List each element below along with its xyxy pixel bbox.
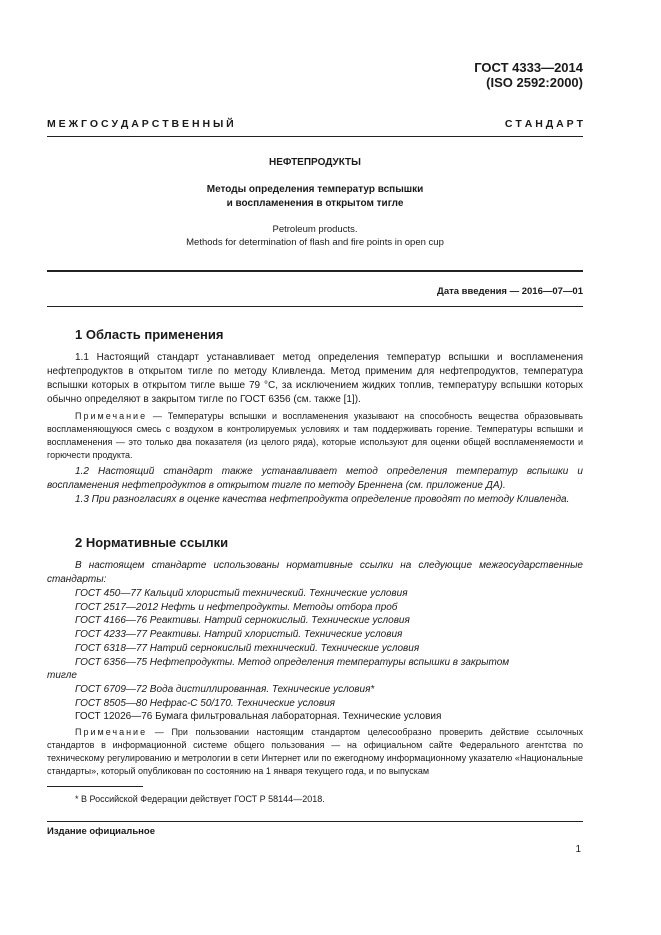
subtitle-line-1: Методы определения температур вспышки (206, 184, 424, 195)
note-text: — При пользовании настоящим стандартом целесообразно проверить действие ссылочных стандартов в информационной системе общего пользования — на официальном сайте Федерального агентства по техническому регулированию и метрологии в сети Интернет или по ежегодному информационному указателю «Национальные стандарты», который опубликован по состоянию на 1 января текущего года, и по выпускам (47, 727, 583, 776)
reference-item: ГОСТ 2517—2012 Нефть и нефтепродукты. Методы отбора проб (75, 601, 398, 613)
date-divider (47, 306, 583, 307)
paragraph-text: 1.2 Настоящий стандарт также устанавливает метод определения температур вспышки и воспламенения нефтепродуктов в открытом тигле по методу Бреннена (см. приложение ДА). (47, 466, 583, 491)
banner-left: М Е Ж Г О С У Д А Р С Т В Е Н Н Ы Й (47, 118, 234, 130)
footnote: * В Российской Федерации действует ГОСТ Р 58144—2018. (75, 794, 325, 804)
document-subtitle (47, 183, 583, 211)
iso-number: (ISO 2592:2000) (486, 75, 583, 90)
banner-right: С Т А Н Д А Р Т (504, 118, 583, 130)
reference-item: ГОСТ 12026—76 Бумага фильтровальная лабораторная. Технические условия (75, 711, 442, 723)
section-2-note (47, 726, 583, 778)
section-1-heading: 1 Область применения (75, 327, 224, 342)
reference-item: ГОСТ 4233—77 Реактивы. Натрий хлористый. Технические условия (75, 629, 403, 641)
paragraph-text: 1.1 Настоящий стандарт устанавливает метод определения температур вспышки и воспламенения нефтепродуктов в открытом тигле по методу Кливленда. Метод применим для нефтепродуктов, температура вспышки которых в открытом тигле выше 79 °С, за исключением жидких топлив, температуру вспышки которых обычно определяют в закрытом тигле по ГОСТ 6356 (см. также [1]). (47, 352, 583, 405)
reference-item: ГОСТ 6318—77 Натрий сернокислый технический. Технические условия (75, 642, 420, 654)
standard-type-banner (47, 118, 583, 130)
section-2-intro (47, 559, 583, 587)
section-2-heading: 2 Нормативные ссылки (75, 535, 229, 550)
reference-item: ГОСТ 450—77 Кальций хлористый технический. Технические условия (75, 588, 408, 599)
footer-divider (47, 821, 583, 822)
note-label: Примечание (75, 411, 148, 421)
reference-item: ГОСТ 4166—76 Реактивы. Натрий сернокислый. Технические условия (75, 615, 410, 627)
note-body (47, 726, 583, 778)
header-divider (47, 136, 583, 137)
document-number (474, 60, 583, 90)
reference-item: ГОСТ 6709—72 Вода дистиллированная. Технические условия* (75, 683, 375, 695)
english-title-line-1: Petroleum products. (272, 224, 358, 235)
english-title-line-2: Methods for determination of flash and fire points in open cup (186, 237, 444, 248)
note-text: — Температуры вспышки и воспламенения указывают на способность вещества образовывать воспламеняющуюся смесь с воздухом в контролируемых условиях и там поддерживать горение. Температуры вспышки и воспламенения — это только два показателя (из целого ряда), которые используют для оценки общей воспламеняемости и горючести продукта. (47, 411, 583, 460)
reference-item-continuation: тигле (47, 670, 77, 682)
english-title (47, 223, 583, 249)
paragraph-text: 1.3 При разногласиях в оценке качества нефтепродукта определение проводят по методу Кливленда. (75, 494, 570, 505)
section-1-paragraph-2 (47, 465, 583, 493)
page-number: 1 (575, 844, 581, 855)
reference-item: ГОСТ 8505—80 Нефрас-С 50/170. Технические условия (75, 697, 335, 709)
section-1-paragraph-1 (47, 351, 583, 407)
edition-label: Издание официальное (47, 826, 155, 837)
note-label: Примечание (75, 727, 148, 737)
note-body (47, 410, 583, 462)
paragraph-text: В настоящем стандарте использованы нормативные ссылки на следующие межгосударственные стандарты: (47, 560, 583, 585)
subtitle-line-2: и воспламенения в открытом тигле (226, 198, 404, 209)
introduction-date: Дата введения — 2016—07—01 (437, 286, 583, 297)
gost-number: ГОСТ 4333—2014 (474, 60, 583, 75)
reference-item: ГОСТ 6356—75 Нефтепродукты. Метод определения температуры вспышки в закрытом (75, 656, 510, 668)
section-1-note (47, 410, 583, 462)
title-divider (47, 270, 583, 272)
footnote-divider (47, 786, 143, 787)
section-1-paragraph-3 (47, 493, 583, 507)
document-title: НЕФТЕПРОДУКТЫ (269, 157, 361, 168)
normative-references-list (47, 587, 583, 724)
